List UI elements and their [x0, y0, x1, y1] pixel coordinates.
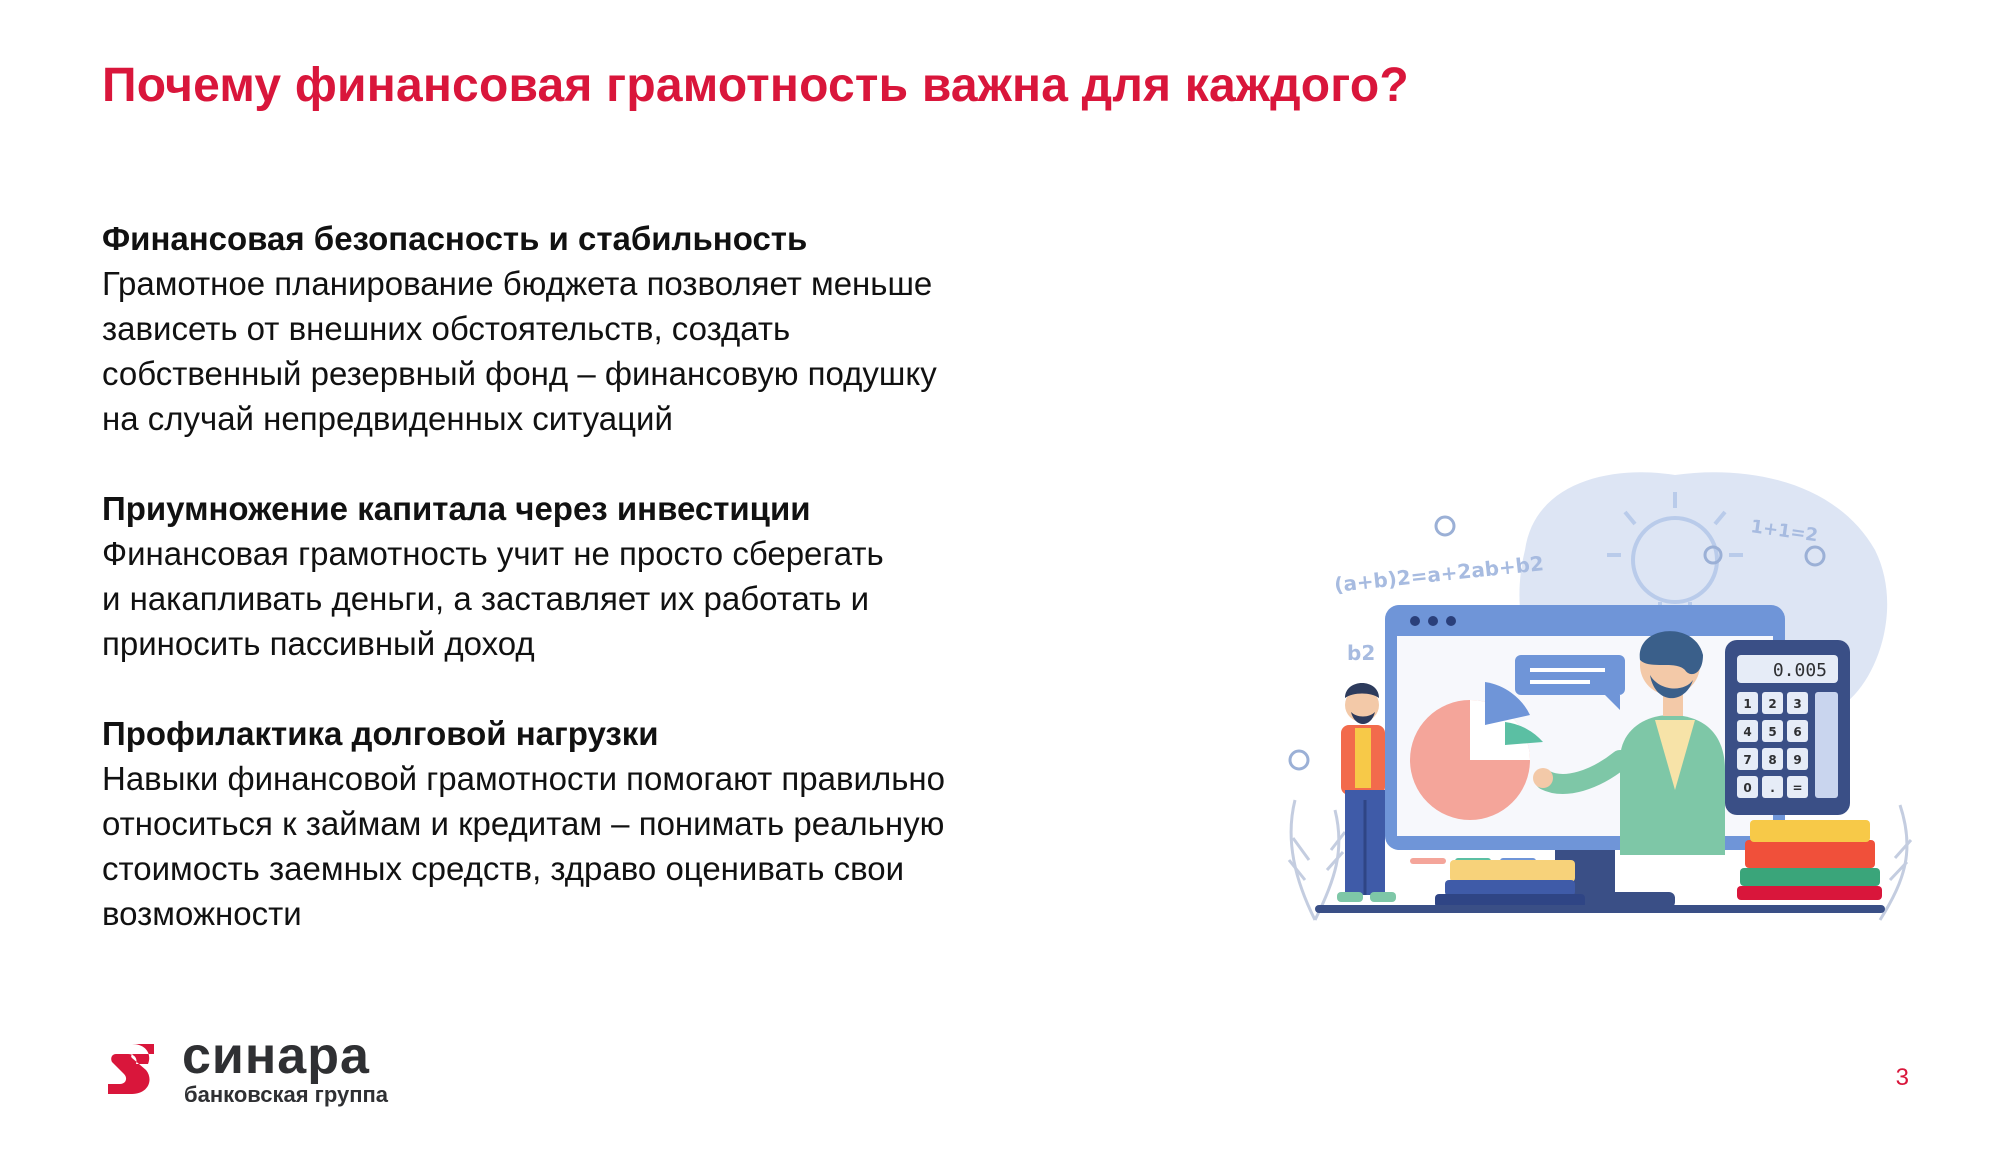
slide-title: Почему финансовая грамотность важна для каждого? — [102, 59, 1409, 112]
calculator-key-label: 9 — [1793, 753, 1802, 767]
logo-name: синара — [182, 1027, 370, 1085]
sinara-logo-mark-icon — [102, 1040, 160, 1098]
section-debt-prevention — [102, 711, 1102, 936]
finance-education-illustration — [1275, 460, 1915, 925]
calculator-key-label: 5 — [1768, 725, 1777, 739]
page-number: 3 — [1895, 1064, 1909, 1091]
calculator-key-label: = — [1792, 781, 1803, 795]
logo-subtitle: банковская группа — [184, 1082, 389, 1107]
calculator-key-label: 3 — [1793, 697, 1802, 711]
sinara-logo — [102, 1027, 432, 1110]
formula-text: b2 — [1347, 641, 1376, 665]
content-sections — [102, 216, 1102, 981]
calculator-key-label: . — [1770, 781, 1775, 795]
calculator-key-label: 1 — [1743, 697, 1752, 711]
books-stack-icon — [1435, 860, 1585, 908]
calculator-side-key — [1815, 692, 1838, 798]
leaf-right — [1880, 805, 1911, 920]
section-text: Финансовая грамотность учит не просто сберегать и накапливать деньги, а заставляет их работать и приносить пассивный доход — [102, 535, 884, 662]
calculator-key-label: 7 — [1743, 753, 1752, 767]
calculator-key-label: 0 — [1743, 781, 1752, 795]
calculator-key-label: 8 — [1768, 753, 1777, 767]
section-text: Грамотное планирование бюджета позволяет меньше зависеть от внешних обстоятельств, создать собственный резервный фонд – финансовую подушку на случай непредвиденных ситуаций — [102, 265, 937, 437]
section-financial-security — [102, 216, 1102, 441]
calculator-icon — [1725, 640, 1850, 815]
section-heading: Профилактика долговой нагрузки — [102, 715, 659, 752]
calculator-key-label: 4 — [1743, 725, 1752, 739]
section-heading: Финансовая безопасность и стабильность — [102, 220, 808, 257]
formula-text: (a+b)2=a+2ab+b2 — [1333, 551, 1545, 597]
books-stack-icon — [1737, 820, 1882, 900]
section-heading: Приумножение капитала через инвестиции — [102, 490, 811, 527]
leaf-left — [1289, 800, 1345, 920]
formula-text: 1+1=2 — [1749, 516, 1820, 547]
calculator-key-label: 2 — [1768, 697, 1777, 711]
section-text: Навыки финансовой грамотности помогают правильно относиться к займам и кредитам – понимать реальную стоимость заемных средств, здраво оценивать свои возможности — [102, 760, 945, 932]
calculator-display: 0.005 — [1772, 660, 1827, 681]
calculator-key-label: 6 — [1793, 725, 1802, 739]
section-capital-growth — [102, 486, 1102, 666]
